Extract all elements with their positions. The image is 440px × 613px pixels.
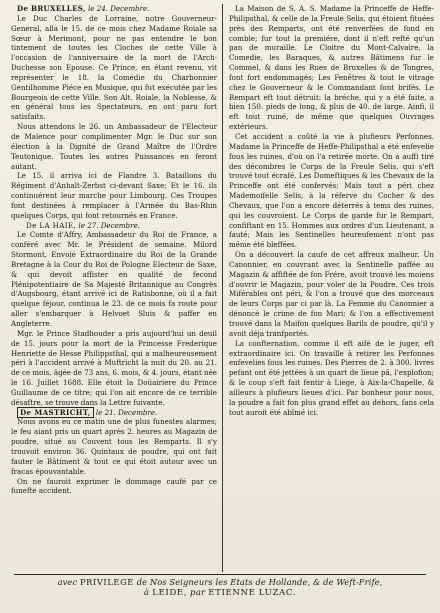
maestricht-paragraph-1: Nous avons eu ce matin une de plus funestes alarmes; le feu aiant pris un quart après 2. heures au Magazin de poudre, situé au Couvent tous les Remparts. Il s'y trouvoit environ 36. Quintaux de poudre, qui ont fait fauter le Bâtiment & tout ce qui étoit autour avec un fracas épouvantable. (11, 417, 217, 476)
la-haye-paragraph-1: Le Comte d'Affry, Ambassadeur du Roi de France, a conféré avec Mr. le Président de semaine. Milord Stormont, Envoié Extraordinaire du Roi de la Grande Bretagne à la Cour du Roi de Pologne Electeur de Saxe, & qui devoit affister en qualité de fecond Plénipotentiaire de Sa Majesté Britannique au Congrès d'Augsbourg, étant arrivé ici de Ratisbonne, où il a fait quelque féjour, continua le 23. de ce mois fa route pour aller s'embarquer à Helvoet Sluis & paffer en Angleterre. (11, 230, 217, 328)
la-haye-paragraph-2: Mgr. le Prince Stadhouder a pris aujourd'hui un deuil de 15. jours pour la mort de la Princesse Frederique Henriette de Hesse Philippsthal, qui a malheureusement péri à l'accident arrivé à Muftricht la nuit du 20. au 21. de ce mois, âgée de 73 ans, 6. mois, & 4. jours, étant née le 16. Juillet 1688. Elle étoit la Doüairiere du Prince Guillaume de ce titre; qui l'on ait encore de ce terrible désaftre, se trouve dans la Lettre fuivante. (11, 328, 218, 407)
maestricht-paragraph-2: On ne fauroit exprimer le dommage caufé par ce funefte accident. (11, 476, 217, 496)
two-column-body (8, 4, 436, 572)
brussels-paragraph-3: Le 15. il arriva ici de Flandre 3. Bataillons du Régiment d'Anhalt-Zerbst ci-devant Saxe; Et le 16. ils continuérent leur marche pour Limbourg. Ces Troupes font destinées à remplacer à l'Armée du Bas-Rhin quelques Corps, qui font retournés en France. (11, 171, 217, 220)
left-column (8, 4, 222, 572)
right-paragraph-3: On a découvert la caufe de cet affreux malheur. Un Canonnier, en couvrant avec la Sentinelle paffée au Magazin & affiftée de fon Frére, avoit trouvé les moiens d'ouvrir le Magazin, pour voler de la Poudre. Ces trois Miférables ont péri, & l'on a trouvé que des morceaux de leurs Corps par ci par là. La Femme du Canonnier a dénoncé le crime de fon Mari; & l'on a effectivement trouvé dans la Maifon quelques Barils de poudre, qu'il y avoit déja tranfportés. (229, 250, 434, 338)
right-paragraph-4: La confternation, comme il eft aifé de le juger, eft extraordinaire ici. On travaille à retirer les Perfonnes enfevelies fous les ruines. Des Pierres de 2. à 300. livres pefant ont été jettées à un quart de lieue pâ, l'explofion; & le coup s'eft fait fentir à Liege, à Aix-la-Chapelle, & ailleurs à plufieurs lieues d'ici. Par bonheur pour nous, la poudre a fait fon plus grand effet au dehors, fans cela tout auroit été abîmé ici. (229, 338, 434, 417)
maestricht-stamp: De MASTRICHT, (17, 407, 94, 418)
imprint-footer (0, 574, 440, 598)
right-paragraph-2: Cet accident a coûté la vie à plufieurs Perfonnes. Madame la Princeffe de Heffe-Philipsthal a été enfevelie fous les ruines, d'où on l'a retirée morte. On a auffi tiré des décombres le Corps de la Freule Selis, qui s'eft trouvé tout écrafé. Les Domeftiques & les Chevaux de la Princeffe ont été confervés; Mais tout a péri chez Mademoifelle Selis, à la réferve du Cocher & des Chevaux, que l'on a encore déterrés à tems des ruines, qui les couvroient. Le Corps de garde fur le Rempart, confiftant en 15. Hommes aux ordres d'un Lieutenant, a fauté; Mais les Sentinelles heureufement n'ont pas même été bleffées. (229, 131, 434, 250)
right-column (222, 4, 436, 572)
brussels-dateline: De BRUXELLES, le 24. Decembre. (17, 4, 150, 13)
maestricht-heading: De MASTRICHT, le 21. Decembre. (11, 408, 217, 418)
printer-line: à LEIDE, par ETIENNE LUZAC. (143, 588, 297, 598)
privilege-line: avec PRIVILEGE de Nos Seigneurs les Etats de Hollande, & de Weft-Frife, (57, 577, 383, 587)
right-paragraph-1: La Maison de S. A. S. Madame la Princeffe de Heffe-Philipsthal, & celle de la Freule Selis, qui étoient fituées près des Remparts, ont été renverfées de fond en comble; fur tout la premiére, dont il n'eft refté qu'un pan de muraille. Le Cloitre du Mont-Calvaire, la Comedie, les Baraques, & autres Bâtimens fur le Commel, & dans les Rues de Bruxelles & de Tongres, font fort endommagés; Les Fenêtres & tout le vitrage chez le Gouverneur & le Commandant font brifés. Le Rempart eft tout détruit: la bréche, qui y a été faite, a bien 150. pieds de long, & plus de 40. de large. Ainfi, il eft tout ruiné, de même que quelques Ouvrages extérieurs. (229, 4, 434, 132)
brussels-paragraph-2: Nous attendons le 26. un Ambassadeur de l'Electeur de Maïence pour complimenter Mgr. le Duc sur son élection à la Dignité de Grand Maître de l'Ordre Teutonique. Toutes les autres Puissances en feront autant. (11, 122, 217, 171)
la-haye-heading: De LA HAIE, le 27. Decembre. (26, 220, 140, 230)
brussels-paragraph-1: Le Duc Charles de Lorraine, notre Gouverneur-General, alla le 15. de ce mois chez Madame Roiale sa Sœur à Merimont, pour ne pas entendre le bon tintement de toutes les Cloches de cette Ville à l'occasion de l'anniversaire de la mort de l'Arch-Duchesse son Epouse. Ce Prince, en étant revenu, vit représenter le 18. la Comédie du Charbonnier Gentilhomme Piéce en Musique, qui fut exécutée par les Bourgeois de cette Ville. Son Alt. Roiale, la Noblesse, & en général tous les Spectateurs, en ont paru fort satisfaits. (11, 13, 217, 122)
